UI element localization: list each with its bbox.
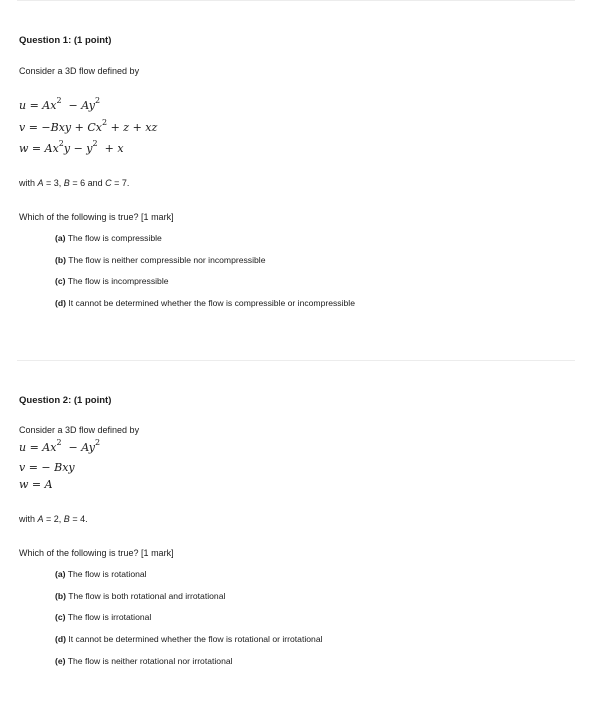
question-2-equation-v: v = − Bxy: [19, 461, 75, 474]
question-1-option-c[interactable]: (c) The flow is incompressible: [55, 276, 169, 286]
question-1-option-d[interactable]: (d) It cannot be determined whether the flow is compressible or incompressible: [55, 298, 355, 308]
question-2-option-a[interactable]: (a) The flow is rotational: [55, 569, 147, 579]
question-1-intro: Consider a 3D flow defined by: [19, 66, 140, 76]
question-2-option-e[interactable]: (e) The flow is neither rotational nor irrotational: [55, 656, 233, 666]
question-2-prompt: Which of the following is true? [1 mark]: [19, 548, 174, 558]
question-1-option-a[interactable]: (a) The flow is compressible: [55, 233, 162, 243]
question-2-option-b[interactable]: (b) The flow is both rotational and irrotational: [55, 591, 226, 601]
question-2-option-c[interactable]: (c) The flow is irrotational: [55, 612, 152, 622]
question-divider: [17, 360, 575, 361]
question-1-constants: with A = 3, B = 6 and C = 7.: [19, 178, 130, 188]
question-2-constants: with A = 2, B = 4.: [19, 514, 88, 524]
question-1-option-b[interactable]: (b) The flow is neither compressible nor incompressible: [55, 255, 266, 265]
question-1-equation-u: $u = Ax^2 - Ay^2$: [19, 96, 101, 112]
question-2-option-d[interactable]: (d) It cannot be determined whether the flow is rotational or irrotational: [55, 634, 323, 644]
question-2-equation-w: w = A: [19, 478, 53, 491]
question-2-title: Question 2: (1 point): [19, 395, 112, 406]
question-2-intro: Consider a 3D flow defined by: [19, 425, 140, 435]
question-1-title: Question 1: (1 point): [19, 35, 112, 46]
question-1-equation-w: $w = Ax^2y - y^2 + x$: [19, 139, 124, 155]
question-1-prompt: Which of the following is true? [1 mark]: [19, 212, 174, 222]
top-divider: [17, 0, 575, 1]
question-1-equation-v: $v = -Bxy + Cx^2 + z$ + xz: [19, 118, 158, 134]
question-2-equation-u: $u = Ax^2 - Ay^2$: [19, 438, 101, 454]
